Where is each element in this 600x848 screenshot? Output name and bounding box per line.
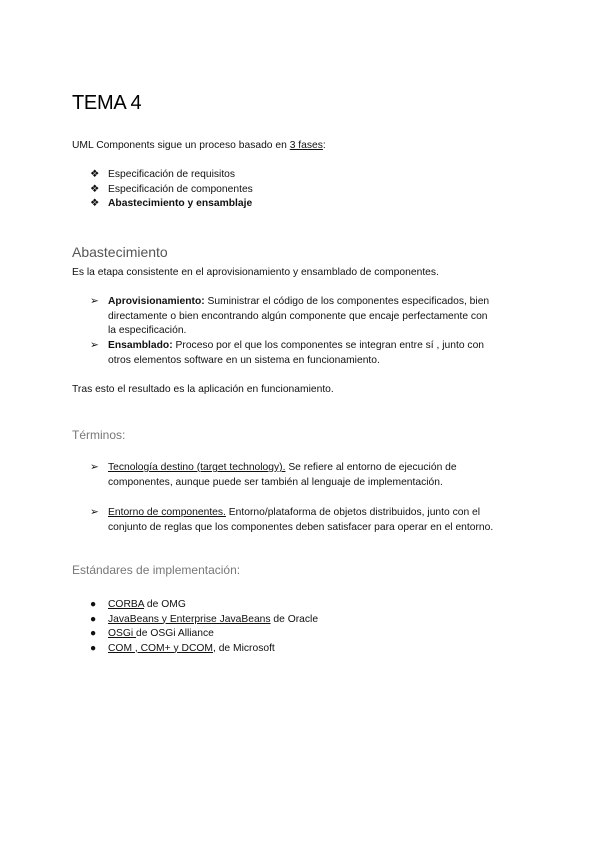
standard-link[interactable]: OSGi — [108, 628, 137, 639]
diamond-bullet-icon: ❖ — [90, 169, 100, 180]
list-item: ● COM , COM+ y DCOM, de Microsoft — [90, 642, 318, 657]
arrow-bullet-icon: ➢ — [90, 507, 99, 518]
section1-text: Es la etapa consistente en el aprovisionamiento y ensamblado de componentes. — [72, 267, 439, 278]
arrow-bullet-icon: ➢ — [90, 340, 99, 351]
section1-after-text: Tras esto el resultado es la aplicación en funcionamiento. — [72, 384, 334, 395]
arrow-item: ➢ Ensamblado: Proceso por el que los componentes se integran entre sí , junto con otros elementos software en un sistema en funcionamiento. — [90, 340, 485, 366]
arrow-item: ➢ Entorno de componentes. Entorno/plataforma de objetos distribuidos, junto con el conjunto de reglas que los componentes deben satisfacer para operar en el entorno. — [90, 507, 494, 533]
phases-list — [90, 168, 253, 212]
section-heading-estandares: Estándares de implementación: — [72, 563, 241, 577]
standard-link[interactable]: COM , COM+ y DCOM — [108, 642, 213, 654]
phases-link[interactable]: 3 fases — [289, 140, 323, 151]
arrow-item: ➢ Tecnología destino (target technology). Se refiere al entorno de ejecución de componentes, aunque puede ser también al lenguaje de implementación. — [90, 462, 457, 488]
standard-link[interactable]: CORBA — [108, 599, 145, 610]
list-item: ❖ Especificación de componentes — [90, 183, 253, 198]
standard-link[interactable]: JavaBeans y Enterprise JavaBeans — [108, 613, 271, 625]
bullet-icon: ● — [90, 613, 97, 625]
bullet-icon: ● — [90, 642, 97, 654]
page-title: TEMA 4 — [72, 92, 142, 114]
section-heading-terminos: Términos: — [72, 428, 126, 442]
arrow-item: ➢ Aprovisionamiento: Suministrar el código de los componentes especificados, bien directamente o bien encontrando algún componente que encaje perfectamente con la especificación. — [90, 296, 490, 336]
arrow-bullet-icon: ➢ — [90, 296, 99, 307]
diamond-bullet-icon: ❖ — [90, 183, 100, 195]
standards-list — [90, 598, 318, 656]
list-item: ❖ Especificación de requisitos — [90, 168, 253, 183]
section-heading-abastecimiento: Abastecimiento — [72, 244, 168, 260]
list-item: ● CORBA de OMG — [90, 598, 318, 613]
intro-paragraph: UML Components sigue un proceso basado en 3 fases: — [72, 140, 326, 151]
list-item: ● OSGi de OSGi Alliance — [90, 627, 318, 642]
list-item: ● JavaBeans y Enterprise JavaBeans de Oracle — [90, 613, 318, 628]
diamond-bullet-icon: ❖ — [90, 198, 100, 209]
term-link[interactable]: Tecnología destino (target technology). — [108, 462, 286, 473]
bullet-icon: ● — [90, 599, 97, 610]
term-link[interactable]: Entorno de componentes. — [108, 507, 226, 518]
bullet-icon: ● — [90, 628, 97, 639]
arrow-bullet-icon: ➢ — [90, 462, 99, 473]
list-item: ❖ Abastecimiento y ensamblaje — [90, 197, 253, 212]
